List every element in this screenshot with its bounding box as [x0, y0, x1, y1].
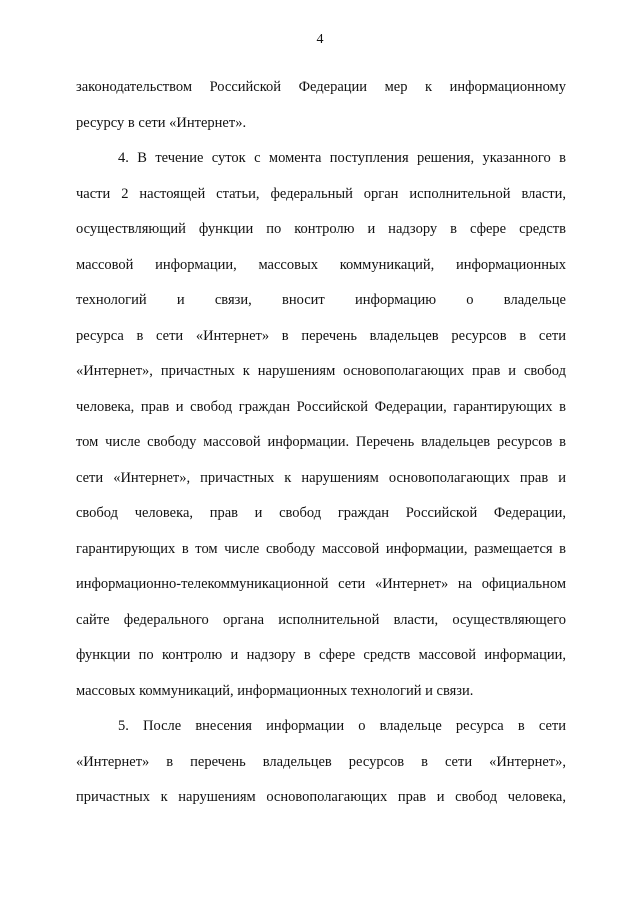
document-body — [76, 70, 566, 816]
text-line: «Интернет», причастных к нарушениям основополагающих прав и свобод — [76, 363, 566, 379]
text-line: законодательством Российской Федерации мер к информационному — [76, 79, 566, 95]
text-line: сети «Интернет», причастных к нарушениям основополагающих прав и — [76, 469, 566, 486]
text-line: причастных к нарушениям основополагающих прав и свобод человека, — [76, 789, 566, 805]
text-line: технологий и связи, вносит информацию о владельце — [76, 292, 566, 308]
text-line: массовых коммуникаций, информационных технологий и связи. — [76, 682, 474, 699]
page-number: 4 — [316, 32, 324, 47]
text-line: том числе свободу массовой информации. Перечень владельцев ресурсов в — [76, 434, 566, 450]
text-line: сайте федерального органа исполнительной власти, осуществляющего — [76, 611, 566, 628]
paragraph-4-start: 4. В течение суток с момента поступления решения, указанного в — [118, 150, 566, 166]
text-line: свобод человека, прав и свобод граждан Российской Федерации, — [76, 505, 566, 521]
text-line: ресурса в сети «Интернет» в перечень владельцев ресурсов в сети — [76, 327, 566, 344]
text-line: функции по контролю и надзору в сфере средств массовой информации, — [76, 647, 566, 663]
paragraph-5-start: 5. После внесения информации о владельце ресурса в сети — [118, 718, 566, 734]
text-line: массовой информации, массовых коммуникаций, информационных — [76, 256, 566, 273]
text-line: «Интернет» в перечень владельцев ресурсов в сети «Интернет», — [76, 753, 566, 770]
text-line: информационно-телекоммуникационной сети «Интернет» на официальном — [76, 576, 566, 592]
text-line: осуществляющий функции по контролю и надзору в сфере средств — [76, 221, 566, 237]
text-line: ресурсу в сети «Интернет». — [76, 114, 247, 131]
text-line: человека, прав и свобод граждан Российской Федерации, гарантирующих в — [76, 398, 566, 415]
text-line: части 2 настоящей статьи, федеральный орган исполнительной власти, — [76, 185, 566, 202]
text-line: гарантирующих в том числе свободу массовой информации, размещается в — [76, 540, 566, 557]
